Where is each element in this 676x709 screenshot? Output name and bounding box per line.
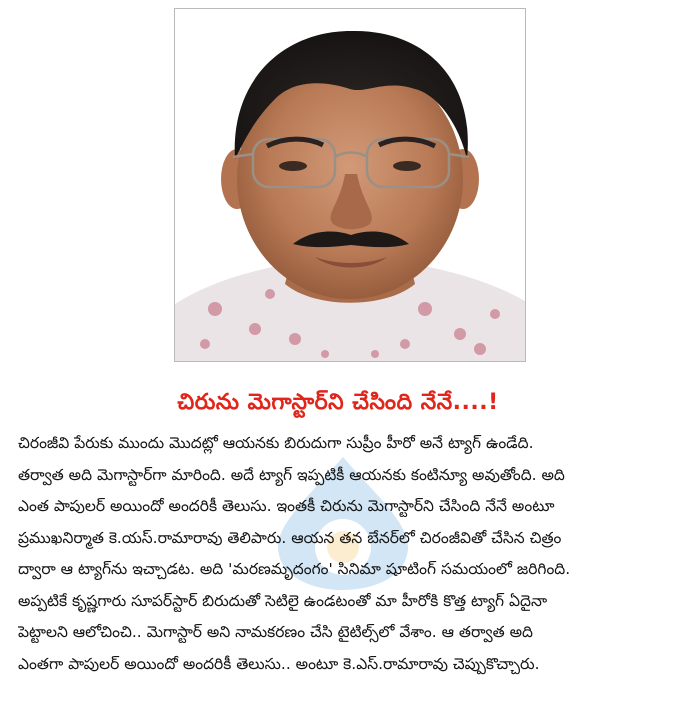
article-photo <box>174 8 526 362</box>
article-line: ఎంత పాపులర్ అయిందో అందరికీ తెలుసు. ఇంతకీ చిరును మెగాస్టార్‌ని చేసింది నేనే అంటూ <box>18 497 555 515</box>
article-line: ఎంతగా పాపులర్ అయిందో అందరికీ తెలుసు.. అంటూ కె.ఎస్.రామారావు చెప్పుకొచ్చారు. <box>18 654 540 673</box>
article-line: ద్వారా ఆ ట్యాగ్‌ను ఇచ్చాడట. అది 'మరణమృదంగం' సినిమా షూటింగ్ సమయంలో జరిగింది. <box>18 560 571 578</box>
article-line: తర్వాత అది మెగాస్టార్‌గా మారింది. అదే ట్యాగ్ ఇప్పటికీ ఆయనకు కంటిన్యూ అవుతోంది. అది <box>18 465 565 484</box>
article-line: ప్రముఖనిర్మాత కె.యస్.రామారావు తెలిపారు. ఆయన తన బేనర్‌లో చిరంజీవితో చేసిన చిత్రం <box>18 528 562 547</box>
article-line: అప్పటికే కృష్ణగారు సూపర్‌స్టార్ బిరుదుతో సెటిలై ఉండటంతో మా హీరోకి కొత్త ట్యాగ్ ఏదైనా <box>18 591 548 610</box>
portrait-photo <box>175 9 525 361</box>
article-line: పెట్టాలని ఆలోచించి.. మెగాస్టార్ అని నామకరణం చేసి టైటిల్స్‌లో వేశాం. ఆ తర్వాత అది <box>18 623 533 641</box>
article-body <box>18 428 668 680</box>
article-line: చిరంజీవి పేరుకు ముందు మొదట్లో ఆయనకు బిరుదుగా సుప్రీం హీరో అనే ట్యాగ్ ఉండేది. <box>18 434 534 452</box>
article-headline: చిరును మెగాస్టార్‌ని చేసింది నేనే....! <box>177 390 499 415</box>
